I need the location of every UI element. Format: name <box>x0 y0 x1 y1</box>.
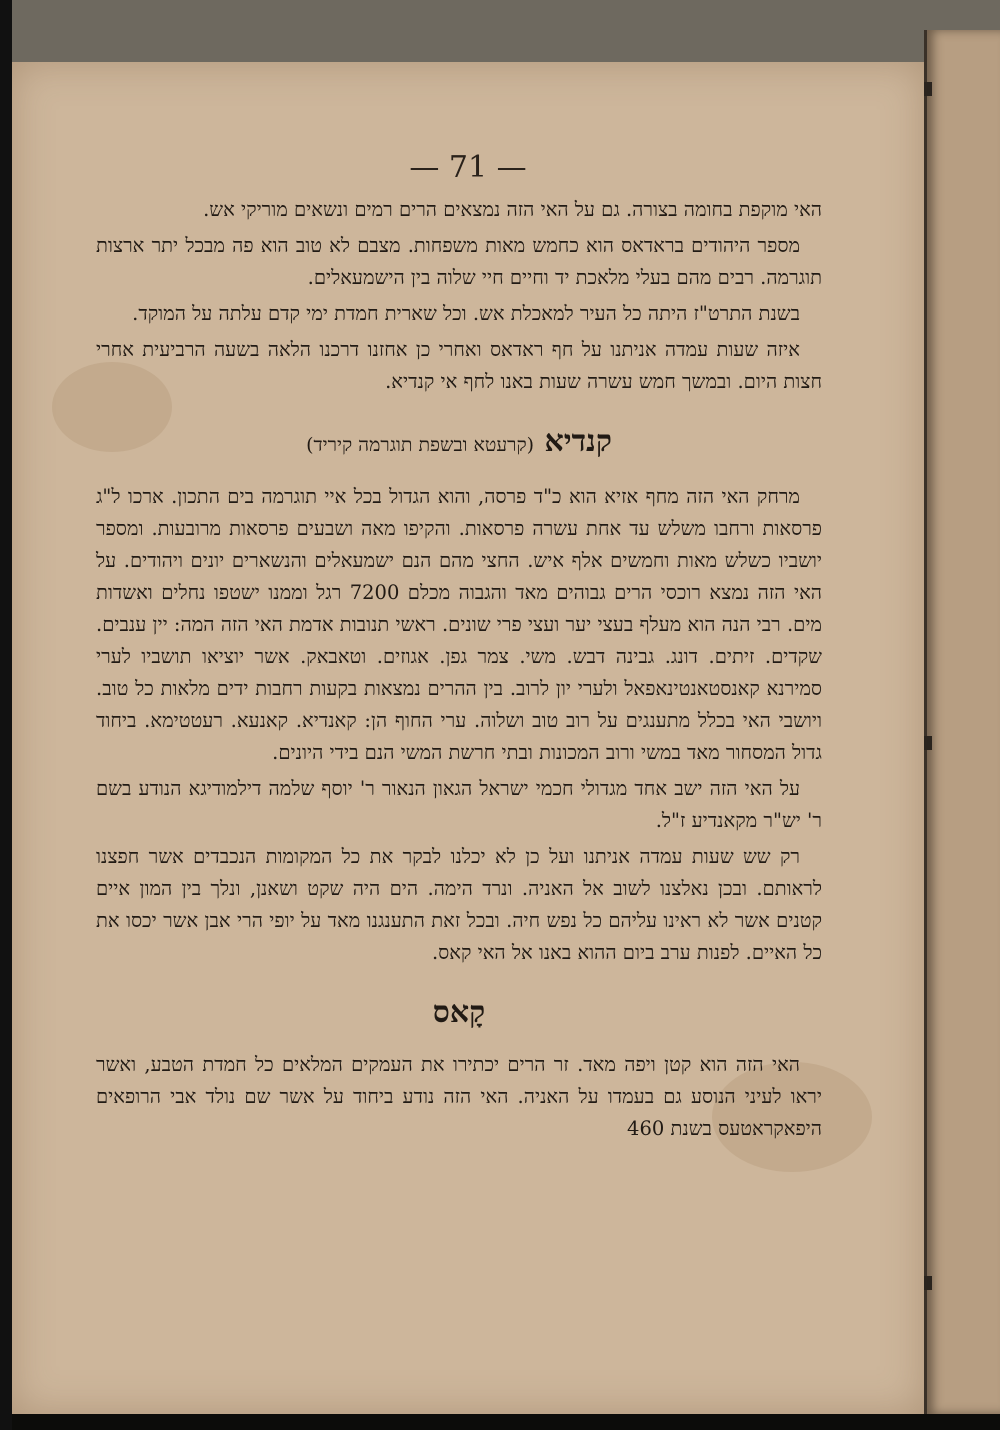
scanner-background <box>0 0 1000 70</box>
book-page <box>12 62 924 1414</box>
heading-title: קנדיא <box>544 424 612 459</box>
paragraph: בשנת התרט"ז היתה כל העיר למאכלת אש. וכל שארית חמדת ימי קדם עלתה על המוקד. <box>132 302 800 325</box>
page-text <box>96 194 822 1149</box>
facing-page-edge <box>924 30 1000 1414</box>
binding-stitch <box>924 736 932 750</box>
paragraph: איזה שעות עמדה אניתנו על חף ראדאס ואחרי כן אחזנו דרכנו הלאה בשעה הרביעית אחרי חצות היום. ובמשך חמש עשרה שעות באנו לחף אי קנדיא. <box>96 338 822 393</box>
heading-subtitle: (קרעטא ובשפת תוגרמה קיריד) <box>306 434 535 456</box>
paragraph: מספר היהודים בראדאס הוא כחמש מאות משפחות. מצבם לא טוב הוא פה מבכל יתר ארצות תוגרמה. רבים מהם בעלי מלאכת יד וחיים חיי שלוה בין הישמעאלים. <box>96 234 822 289</box>
paragraph: האי הזה הוא קטן ויפה מאד. זר הרים יכתירו את העמקים המלאים כל חמדת הטבע, ואשר יראו לעיני הנוסע גם בעמדו על האניה. האי הזה נודע ביחוד על אשר שם נולד אבי הרופאים היפאקראטעס בשנת 460 <box>96 1053 822 1140</box>
paragraph: על האי הזה ישב אחד מגדולי חכמי ישראל הגאון הנאור ר' יוסף שלמה דילמודיגא הנודע בשם ר' יש"ר מקאנדיע ז"ל. <box>96 777 822 832</box>
paragraph: רק שש שעות עמדה אניתנו ועל כן לא יכלנו לבקר את כל המקומות הנכבדים אשר חפצנו לראותם. ובכן נאלצנו לשוב אל האניה. ונרד הימה. הים היה שקט ושאנן, ונלך בין המון איים קטנים אשר לא ראינו עליהם כל נפש חיה. ובכל זאת התענגנו מאד על יופי הרי אבן אשר יכסו את כל האיים. לפנות ערב ביום ההוא באנו אל האי קאס. <box>96 845 822 964</box>
book-cover-edge <box>0 0 12 1430</box>
page-number: — 71 — <box>409 150 527 185</box>
section-heading-kas <box>96 993 822 1033</box>
paragraph: האי מוקפת בחומה בצורה. גם על האי הזה נמצאים הרים רמים ונשאים מוריקי אש. <box>203 198 822 221</box>
paragraph: מרחק האי הזה מחף אזיא הוא כ"ד פרסה, והוא הגדול בכל איי תוגרמה בים התכון. ארכו ל"ג פרסאות ורחבו משלש עד אחת עשרה פרסאות. והקיפו מאה ושבעים פרסאות מרובעות. ומספר יושביו כשלש מאות וחמשים אלף איש. החצי מהם הנם ישמעאלים והנשארים יונים ויהודים. על האי הזה נמצא רוכסי הרים גבוהים מאד והגבוה מכלם 7200 רגל וממנו ישטפו נחלים ואשדות מים. רבי הנה הוא מעלף בעצי יער ועצי פרי שונים. ראשי תנובות אדמת האי הזה המה: יין ענבים. שקדים. זיתים. דונג. גבינה דבש. משי. צמר גפן. אגוזים. וטאבאק. אשר יוציאו תושביו לערי סמירנא קאנסטאנטינאפאל ולערי יון לרוב. בין ההרים נמצאות בקעות רחבות ידים מלאות כל טוב. ויושבי האי בכלל מתענגים על רוב טוב ושלוה. ערי החוף הן: קאנדיא. קאנעא. רעטטימא. ביחוד גדול המסחור מאד במשי ורוב המכונות ובתי חרשת המשי הנם בידי היונים. <box>96 485 822 764</box>
binding-stitch <box>924 82 932 96</box>
section-heading-kandia <box>96 422 822 465</box>
heading-title: קָאס <box>432 995 486 1030</box>
binding-stitch <box>924 1276 932 1290</box>
